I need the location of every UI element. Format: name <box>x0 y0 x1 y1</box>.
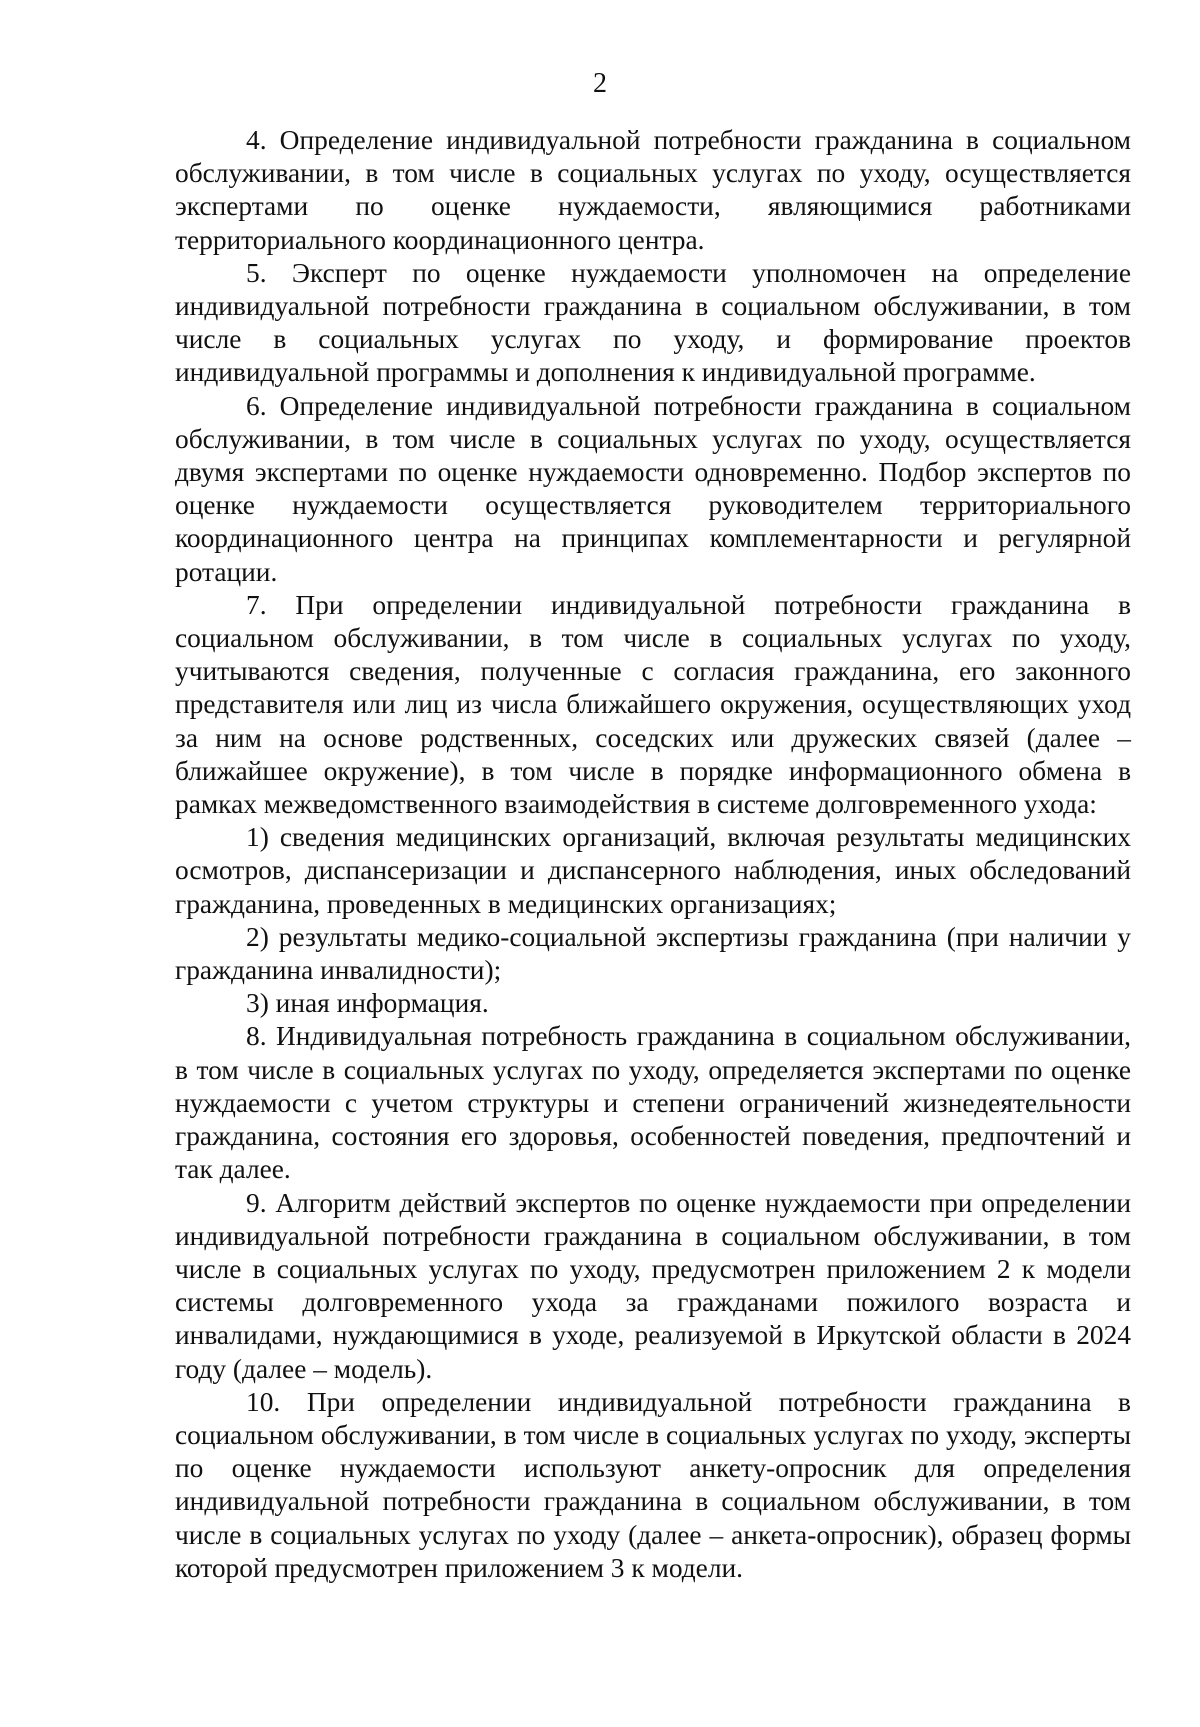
paragraph-7: 7. При определении индивидуальной потребности гражданина в социальном обслуживании, в том числе в социальных услугах по уходу, учитываются сведения, полученные с согласия гражданина, его законного представителя или лиц из числа ближайшего окружения, осуществляющих уход за ним на основе родственных, соседских или дружеских связей (далее – ближайшее окружение), в том числе в порядке информационного обмена в рамках межведомственного взаимодействия в системе долговременного ухода: <box>175 589 1131 820</box>
document-body <box>175 124 1131 1585</box>
list-item-2: 2) результаты медико-социальной экспертизы гражданина (при наличии у гражданина инвалидности); <box>175 921 1131 986</box>
paragraph-8: 8. Индивидуальная потребность гражданина в социальном обслуживании, в том числе в социальных услугах по уходу, определяется экспертами по оценке нуждаемости с учетом структуры и степени ограничений жизнедеятельности гражданина, состояния его здоровья, особенностей поведения, предпочтений и так далее. <box>175 1021 1131 1185</box>
list-item-1: 1) сведения медицинских организаций, включая результаты медицинских осмотров, диспансеризации и диспансерного наблюдения, иных обследований гражданина, проведенных в медицинских организациях; <box>175 822 1131 919</box>
list-item-3: 3) иная информация. <box>246 988 489 1019</box>
paragraph-5: 5. Эксперт по оценке нуждаемости уполномочен на определение индивидуальной потребности гражданина в социальном обслуживании, в том числе в социальных услугах по уходу, и формирование проектов индивидуальной программы и дополнения к индивидуальной программе. <box>175 257 1131 388</box>
paragraph-10: 10. При определении индивидуальной потребности гражданина в социальном обслуживании, в том числе в социальных услугах по уходу, эксперты по оценке нуждаемости используют анкету-опросник для определения индивидуальной потребности гражданина в социальном обслуживании, в том числе в социальных услугах по уходу (далее – анкета-опросник), образец формы которой предусмотрен приложением 3 к модели. <box>175 1386 1131 1583</box>
paragraph-4: 4. Определение индивидуальной потребности гражданина в социальном обслуживании, в том числе в социальных услугах по уходу, осуществляется экспертами по оценке нуждаемости, являющимися работниками территориального координационного центра. <box>175 125 1131 255</box>
page-number: 2 <box>593 68 607 99</box>
paragraph-9: 9. Алгоритм действий экспертов по оценке нуждаемости при определении индивидуальной потребности гражданина в социальном обслуживании, в том числе в социальных услугах по уходу, предусмотрен приложением 2 к модели системы долговременного ухода за гражданами пожилого возраста и инвалидами, нуждающимися в уходе, реализуемой в Иркутской области в 2024 году (далее – модель). <box>175 1187 1131 1384</box>
paragraph-6: 6. Определение индивидуальной потребности гражданина в социальном обслуживании, в том числе в социальных услугах по уходу, осуществляется двумя экспертами по оценке нуждаемости одновременно. Подбор экспертов по оценке нуждаемости осуществляется руководителем территориального координационного центра на принципах комплементарности и регулярной ротации. <box>175 390 1131 587</box>
